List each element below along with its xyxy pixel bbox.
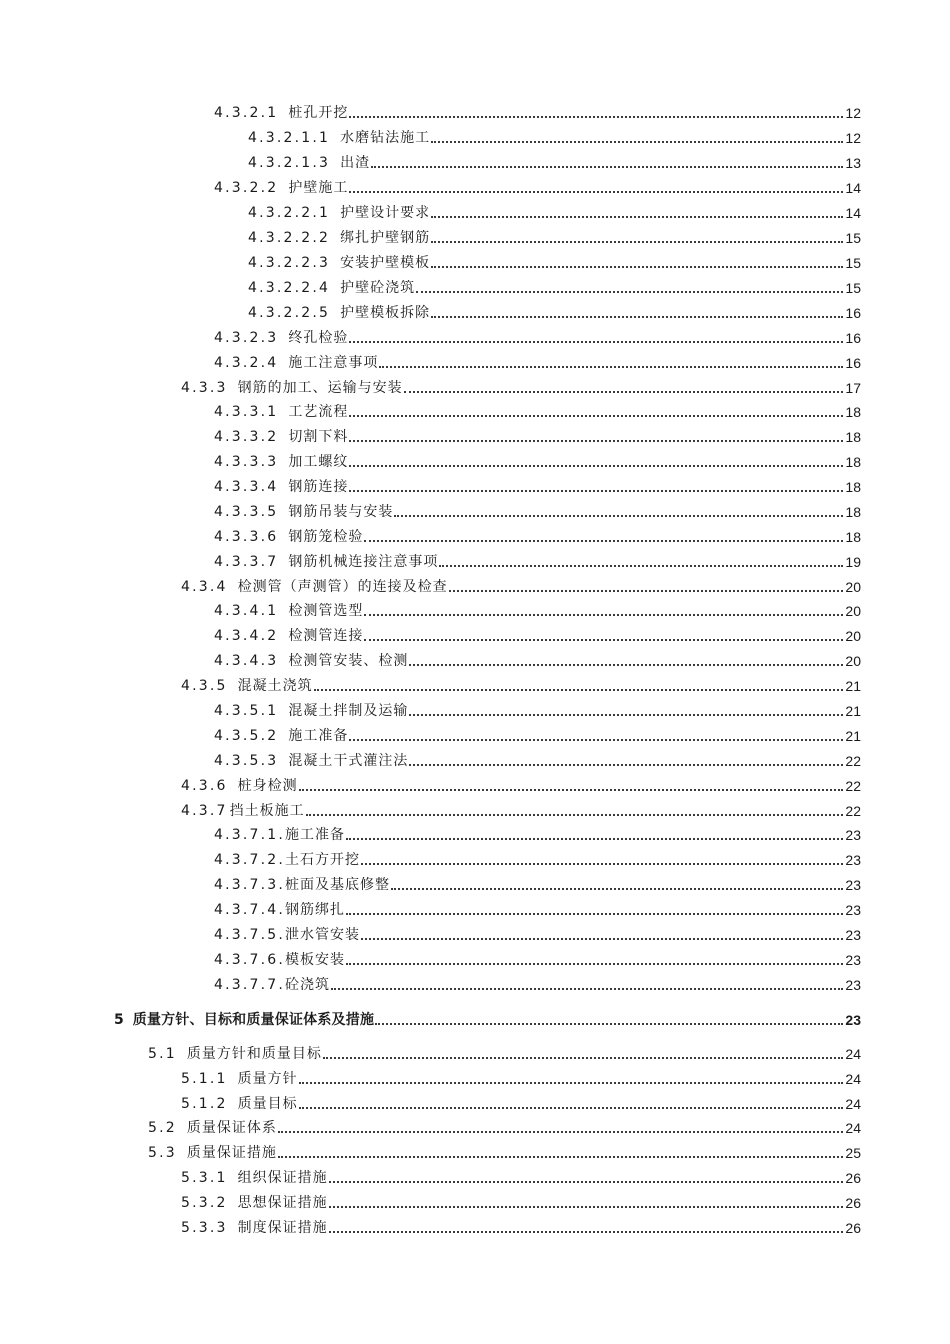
toc-entry[interactable] (214, 924, 861, 944)
toc-entry[interactable] (248, 127, 861, 147)
toc-entry-number: 4.3.2.2.3 (248, 255, 331, 271)
toc-entry-page: 23 (845, 827, 861, 843)
toc-dot-leader (349, 341, 843, 343)
toc-entry[interactable] (214, 949, 861, 969)
toc-entry-number: 4.3.6 (181, 778, 228, 794)
toc-dot-leader (329, 1206, 844, 1208)
toc-entry-page: 26 (845, 1220, 861, 1236)
toc-dot-leader (346, 963, 843, 965)
toc-entry-number: 4.3.2.2.2 (248, 230, 331, 246)
toc-entry-page: 17 (845, 380, 861, 396)
toc-entry-title: 加工螺纹 (288, 454, 349, 470)
toc-entry-title: 护壁施工 (288, 180, 349, 196)
toc-entry[interactable] (214, 824, 861, 844)
toc-entry-page: 15 (845, 255, 861, 271)
toc-entry-number: 4.3.2.1.3 (248, 155, 331, 171)
toc-entry-page: 18 (845, 504, 861, 520)
toc-entry-number: 5 (114, 1012, 124, 1028)
toc-entry[interactable] (214, 177, 861, 197)
toc-entry-page: 23 (845, 927, 861, 943)
toc-entry-page: 22 (845, 803, 861, 819)
toc-entry-number: 4.3.4.1 (214, 603, 279, 619)
toc-entry-page: 13 (845, 155, 861, 171)
toc-entry-title: 质量方针 (237, 1071, 298, 1087)
toc-entry-number: 4.3.2.2.5 (248, 305, 331, 321)
toc-entry-title: 思想保证措施 (237, 1195, 328, 1211)
toc-entry-number: 4.3.4.2 (214, 628, 279, 644)
toc-entry-number: 4.3.7 (181, 803, 228, 819)
toc-entry-page: 22 (845, 753, 861, 769)
toc-entry[interactable] (214, 476, 861, 496)
toc-entry-title: 制度保证措施 (237, 1220, 328, 1236)
toc-entry-page: 16 (845, 355, 861, 371)
toc-entry-number: 5.3.2 (181, 1195, 228, 1211)
toc-entry-page: 20 (845, 603, 861, 619)
toc-entry-title: 混凝土干式灌注法 (288, 753, 409, 769)
toc-entry-page: 23 (845, 1012, 861, 1028)
toc-entry-title: 工艺流程 (288, 404, 349, 420)
toc-entry-number: 4.3.4 (181, 579, 228, 595)
toc-entry[interactable] (181, 576, 861, 596)
toc-entry-number: 5.2 (148, 1120, 177, 1136)
toc-entry-title: 模板安装 (285, 952, 346, 968)
toc-dot-leader (329, 1231, 844, 1233)
toc-entry-page: 21 (845, 703, 861, 719)
toc-entry-page: 12 (845, 130, 861, 146)
toc-entry-title: 护壁模板拆除 (340, 305, 431, 321)
toc-entry-page: 24 (845, 1071, 861, 1087)
toc-dot-leader (375, 1023, 843, 1025)
toc-entry-number: 4.3.7.3. (214, 877, 286, 893)
toc-entry-title: 终孔检验 (288, 330, 349, 346)
toc-entry-page: 21 (845, 728, 861, 744)
toc-dot-leader (299, 1082, 844, 1084)
toc-entry-title: 挡土板施工 (229, 803, 305, 819)
toc-entry-number: 5.3.3 (181, 1220, 228, 1236)
toc-entry-number: 4.3.2.3 (214, 330, 279, 346)
toc-entry-page: 18 (845, 529, 861, 545)
toc-entry-number: 4.3.2.4 (214, 355, 279, 371)
toc-dot-leader (346, 838, 843, 840)
toc-entry-page: 24 (845, 1096, 861, 1112)
toc-entry[interactable] (181, 775, 861, 795)
toc-entry[interactable] (181, 1068, 861, 1088)
toc-entry-page: 12 (845, 105, 861, 121)
toc-entry-number: 4.3.3.1 (214, 404, 279, 420)
toc-entry-title: 质量保证体系 (186, 1120, 277, 1136)
toc-dot-leader (306, 814, 844, 816)
toc-entry-title: 混凝土浇筑 (237, 678, 313, 694)
toc-dot-leader (349, 191, 843, 193)
toc-entry[interactable] (214, 899, 861, 919)
toc-entry-number: 4.3.7.1. (214, 827, 286, 843)
toc-entry-page: 23 (845, 977, 861, 993)
toc-entry-title: 质量目标 (237, 1096, 298, 1112)
toc-entry-number: 4.3.3.4 (214, 479, 279, 495)
toc-entry-number: 4.3.3 (181, 380, 228, 396)
toc-entry-number: 4.3.2.1.1 (248, 130, 331, 146)
toc-dot-leader (278, 1156, 844, 1158)
toc-entry-number: 4.3.3.2 (214, 429, 279, 445)
toc-dot-leader (349, 116, 843, 118)
toc-entry-title: 钢筋的加工、运输与安装 (237, 380, 403, 396)
toc-entry[interactable] (148, 1142, 861, 1162)
toc-dot-leader (364, 614, 843, 616)
toc-entry[interactable] (181, 1167, 861, 1187)
toc-entry[interactable] (214, 352, 861, 372)
toc-entry-number: 4.3.2.2 (214, 180, 279, 196)
toc-entry-number: 4.3.3.7 (214, 554, 279, 570)
toc-dot-leader (409, 714, 843, 716)
toc-entry-page: 16 (845, 330, 861, 346)
toc-entry[interactable] (214, 700, 861, 720)
toc-entry-page: 20 (845, 628, 861, 644)
toc-entry-title: 安装护壁模板 (340, 255, 431, 271)
toc-entry-number: 4.3.7.2. (214, 852, 286, 868)
toc-entry-number: 4.3.3.5 (214, 504, 279, 520)
toc-entry-title: 绑扎护壁钢筋 (340, 230, 431, 246)
toc-entry-title: 护壁设计要求 (340, 205, 431, 221)
toc-entry-title: 钢筋笼检验 (288, 529, 364, 545)
toc-entry-page: 26 (845, 1170, 861, 1186)
toc-entry-title: 钢筋吊装与安装 (288, 504, 394, 520)
toc-entry[interactable] (214, 725, 861, 745)
toc-entry[interactable] (214, 650, 861, 670)
toc-entry-title: 切割下料 (288, 429, 349, 445)
toc-dot-leader (349, 465, 843, 467)
toc-entry-number: 4.3.4.3 (214, 653, 279, 669)
toc-dot-leader (391, 888, 843, 890)
toc-entry-title: 质量保证措施 (186, 1145, 277, 1161)
toc-entry-number: 4.3.5.1 (214, 703, 279, 719)
toc-dot-leader (331, 988, 843, 990)
toc-entry[interactable] (148, 1043, 861, 1063)
toc-entry[interactable] (214, 526, 861, 546)
toc-dot-leader (346, 913, 843, 915)
toc-entry-title: 桩孔开挖 (288, 105, 349, 121)
toc-entry[interactable] (248, 252, 861, 272)
toc-entry-page: 19 (845, 554, 861, 570)
toc-entry[interactable] (248, 277, 861, 297)
toc-dot-leader (364, 540, 843, 542)
toc-dot-leader (323, 1057, 844, 1059)
toc-entry-page: 24 (845, 1046, 861, 1062)
toc-entry[interactable] (214, 451, 861, 471)
toc-dot-leader (416, 291, 843, 293)
toc-entry[interactable] (214, 102, 861, 122)
toc-dot-leader (431, 266, 843, 268)
toc-entry-number: 4.3.2.2.4 (248, 280, 331, 296)
toc-dot-leader (431, 316, 843, 318)
toc-entry-page: 15 (845, 280, 861, 296)
toc-entry[interactable] (181, 675, 861, 695)
toc-entry-page: 23 (845, 902, 861, 918)
toc-entry-title: 钢筋连接 (288, 479, 349, 495)
toc-dot-leader (364, 639, 843, 641)
toc-entry-number: 4.3.2.2.1 (248, 205, 331, 221)
toc-entry-title: 桩面及基底修整 (285, 877, 391, 893)
toc-entry-page: 25 (845, 1145, 861, 1161)
toc-entry[interactable] (248, 202, 861, 222)
toc-entry-title: 出渣 (340, 155, 371, 171)
toc-entry-number: 5.1.1 (181, 1071, 228, 1087)
toc-entry[interactable] (214, 750, 861, 770)
toc-entry-number: 4.3.3.6 (214, 529, 279, 545)
toc-dot-leader (379, 366, 843, 368)
toc-entry-page: 22 (845, 778, 861, 794)
toc-entry-title: 质量方针、目标和质量保证体系及措施 (132, 1012, 375, 1028)
toc-dot-leader (349, 490, 843, 492)
toc-entry[interactable] (214, 426, 861, 446)
toc-entry[interactable] (181, 1192, 861, 1212)
toc-dot-leader (299, 1107, 844, 1109)
toc-entry-page: 26 (845, 1195, 861, 1211)
toc-dot-leader (349, 739, 843, 741)
toc-chapter-entry[interactable] (114, 1009, 861, 1029)
toc-dot-leader (299, 789, 844, 791)
toc-entry-page: 24 (845, 1120, 861, 1136)
toc-entry-page: 18 (845, 429, 861, 445)
toc-entry-title: 土石方开挖 (285, 852, 361, 868)
toc-entry-page: 15 (845, 230, 861, 246)
toc-entry-page: 20 (845, 653, 861, 669)
toc-dot-leader (431, 241, 843, 243)
toc-entry-title: 砼浇筑 (285, 977, 331, 993)
toc-entry-title: 钢筋机械连接注意事项 (288, 554, 439, 570)
toc-entry-page: 23 (845, 952, 861, 968)
toc-dot-leader (439, 565, 843, 567)
toc-dot-leader (431, 216, 843, 218)
toc-dot-leader (349, 415, 843, 417)
toc-entry-page: 16 (845, 305, 861, 321)
toc-entry-title: 护壁砼浇筑 (340, 280, 416, 296)
toc-entry[interactable] (214, 974, 861, 994)
toc-dot-leader (409, 764, 843, 766)
toc-entry-number: 4.3.7.4. (214, 902, 286, 918)
toc-entry-page: 20 (845, 579, 861, 595)
toc-entry-number: 5.3 (148, 1145, 177, 1161)
toc-entry[interactable] (214, 874, 861, 894)
toc-entry-page: 23 (845, 877, 861, 893)
toc-entry[interactable] (214, 625, 861, 645)
toc-entry-title: 检测管连接 (288, 628, 364, 644)
toc-dot-leader (394, 515, 843, 517)
toc-dot-leader (371, 166, 843, 168)
toc-entry-number: 4.3.5.2 (214, 728, 279, 744)
toc-entry-number: 4.3.7.6. (214, 952, 286, 968)
toc-entry-page: 21 (845, 678, 861, 694)
toc-dot-leader (349, 440, 843, 442)
toc-entry-page: 14 (845, 205, 861, 221)
toc-entry-title: 钢筋绑扎 (285, 902, 346, 918)
toc-entry[interactable] (214, 501, 861, 521)
toc-entry-title: 质量方针和质量目标 (186, 1046, 322, 1062)
toc-entry[interactable] (248, 227, 861, 247)
toc-dot-leader (329, 1181, 844, 1183)
toc-dot-leader (278, 1131, 844, 1133)
toc-dot-leader (361, 938, 843, 940)
toc-entry[interactable] (181, 1217, 861, 1237)
toc-entry-number: 5.1 (148, 1046, 177, 1062)
toc-entry-number: 4.3.5 (181, 678, 228, 694)
toc-entry-title: 混凝土拌制及运输 (288, 703, 409, 719)
toc-entry-title: 泄水管安装 (285, 927, 361, 943)
toc-dot-leader (449, 590, 844, 592)
toc-dot-leader (404, 391, 844, 393)
toc-entry-number: 5.3.1 (181, 1170, 228, 1186)
toc-entry-title: 检测管安装、检测 (288, 653, 409, 669)
toc-entry-page: 23 (845, 852, 861, 868)
toc-entry[interactable] (214, 327, 861, 347)
toc-entry[interactable] (214, 551, 861, 571)
toc-entry-title: 组织保证措施 (237, 1170, 328, 1186)
toc-entry-title: 检测管（声测管）的连接及检查 (237, 579, 448, 595)
toc-entry-number: 4.3.3.3 (214, 454, 279, 470)
toc-entry-number: 4.3.2.1 (214, 105, 279, 121)
toc-entry[interactable] (214, 401, 861, 421)
toc-entry-title: 水磨钻法施工 (340, 130, 431, 146)
toc-entry-page: 18 (845, 479, 861, 495)
toc-entry[interactable] (181, 800, 861, 820)
toc-entry-title: 检测管选型 (288, 603, 364, 619)
toc-entry[interactable] (248, 152, 861, 172)
toc-entry-title: 施工准备 (288, 728, 349, 744)
toc-entry-page: 18 (845, 404, 861, 420)
toc-entry-page: 18 (845, 454, 861, 470)
toc-dot-leader (431, 141, 843, 143)
toc-entry[interactable] (148, 1117, 861, 1137)
toc-dot-leader (361, 863, 843, 865)
toc-entry-number: 4.3.7.7. (214, 977, 286, 993)
toc-entry-number: 5.1.2 (181, 1096, 228, 1112)
toc-entry-title: 桩身检测 (237, 778, 298, 794)
toc-entry[interactable] (214, 600, 861, 620)
toc-entry-number: 4.3.7.5. (214, 927, 286, 943)
toc-dot-leader (314, 689, 844, 691)
toc-entry-title: 施工准备 (285, 827, 346, 843)
toc-entry[interactable] (214, 849, 861, 869)
toc-dot-leader (409, 664, 843, 666)
toc-entry[interactable] (181, 377, 861, 397)
toc-entry-title: 施工注意事项 (288, 355, 379, 371)
toc-entry[interactable] (181, 1093, 861, 1113)
toc-entry[interactable] (248, 302, 861, 322)
toc-entry-number: 4.3.5.3 (214, 753, 279, 769)
toc-entry-page: 14 (845, 180, 861, 196)
